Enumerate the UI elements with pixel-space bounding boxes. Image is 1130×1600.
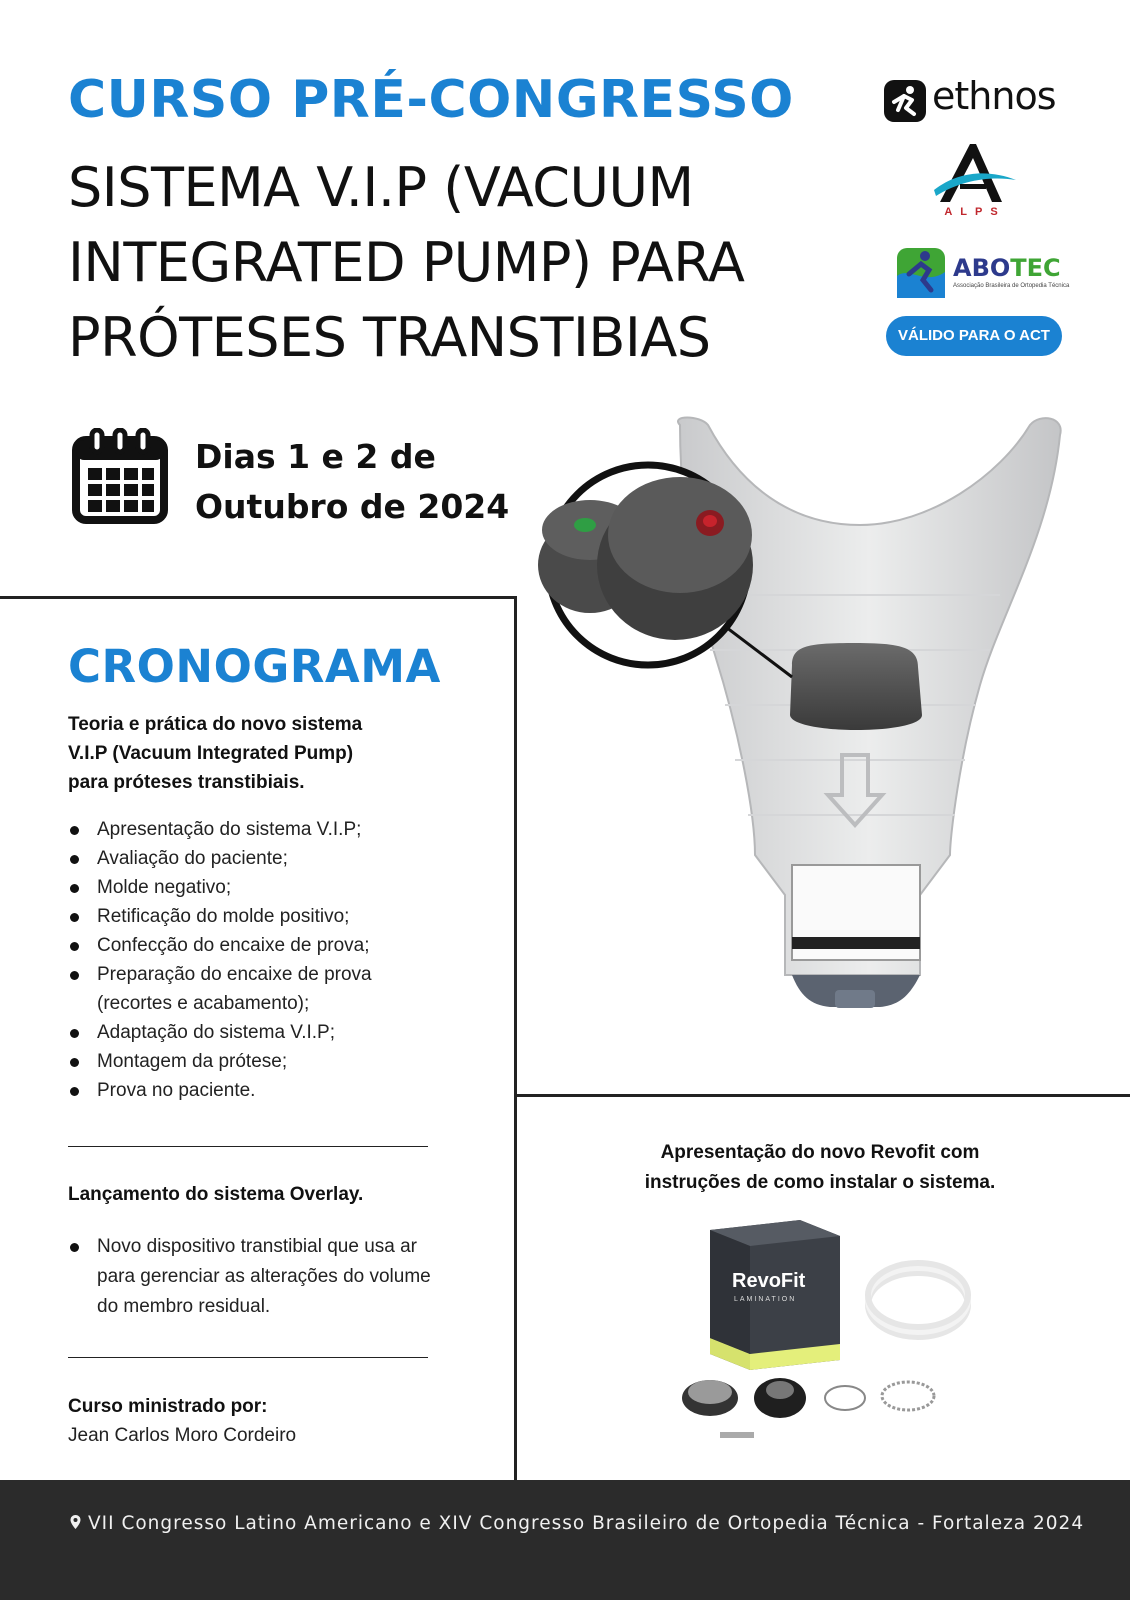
right-divider (517, 1094, 1130, 1097)
calendar-icon (72, 428, 168, 524)
alps-label: ALPS (944, 206, 1006, 218)
list-item: Novo dispositivo transtibial que usa ar para gerenciar as alterações do volume do membro residual. (68, 1232, 437, 1322)
list-item: Retificação do molde positivo; (68, 902, 508, 931)
intro-line-2: V.I.P (Vacuum Integrated Pump) (68, 743, 354, 764)
intro-line-1: Teoria e prática do novo sistema (68, 714, 363, 735)
section-separator (68, 1357, 428, 1358)
list-item: Prova no paciente. (68, 1076, 508, 1105)
location-pin-icon (70, 1515, 81, 1530)
section-separator (68, 1146, 428, 1147)
revofit-kit-image (680, 1220, 980, 1460)
revofit-description (600, 1138, 1040, 1198)
title-line-2: INTEGRATED PUMP) PARA (68, 231, 745, 294)
abotec-word-part1: ABO (953, 254, 1011, 282)
footer-congress (70, 1513, 1085, 1534)
overlay-list (68, 1232, 468, 1322)
course-title (68, 150, 828, 375)
schedule-intro (68, 710, 488, 797)
alps-logo (930, 140, 1020, 222)
abotec-word-part2: TEC (1010, 254, 1061, 282)
footer-bar (0, 1480, 1130, 1600)
revofit-line-1: Apresentação do novo Revofit com (660, 1142, 980, 1163)
list-item: Avaliação do paciente; (68, 844, 508, 873)
revofit-line-2: instruções de como instalar o sistema. (644, 1172, 996, 1193)
act-valid-badge: VÁLIDO PARA O ACT (886, 316, 1062, 356)
ethnos-runner-icon (884, 80, 926, 122)
schedule-title: CRONOGRAMA (68, 640, 441, 693)
title-line-1: SISTEMA V.I.P (VACUUM (68, 156, 694, 219)
abotec-runner-icon (895, 246, 947, 300)
intro-line-3: para próteses transtibiais. (68, 772, 305, 793)
list-item: Confecção do encaixe de prova; (68, 931, 508, 960)
socket-illustration (530, 415, 1090, 1035)
abotec-logo (895, 246, 1070, 300)
overlay-title: Lançamento do sistema Overlay. (68, 1184, 364, 1205)
list-item: Apresentação do sistema V.I.P; (68, 815, 508, 844)
instructor-label: Curso ministrado por: (68, 1396, 268, 1417)
abotec-subtitle: Associação Brasileira de Ortopedia Técnica (953, 283, 1070, 289)
list-item: Molde negativo; (68, 873, 508, 902)
list-item: Preparação do encaixe de prova (recortes e acabamento); (68, 960, 417, 1018)
course-dates (195, 432, 509, 532)
list-item: Adaptação do sistema V.I.P; (68, 1018, 508, 1047)
ethnos-logo (884, 74, 1064, 124)
title-line-3: PRÓTESES TRANSTIBIAS (68, 306, 711, 369)
footer-text: VII Congresso Latino Americano e XIV Congresso Brasileiro de Ortopedia Técnica - Fortaleza 2024 (88, 1513, 1085, 1534)
date-line-2: Outubro de 2024 (195, 487, 510, 526)
schedule-list (68, 815, 508, 1105)
revofit-box-brand: RevoFit (732, 1270, 806, 1292)
date-line-1: Dias 1 e 2 de (195, 437, 436, 476)
instructor-name: Jean Carlos Moro Cordeiro (68, 1425, 297, 1446)
revofit-box-sub: LAMINATION (734, 1296, 797, 1303)
ethnos-wordmark: ethnos (932, 74, 1056, 118)
list-item: Montagem da prótese; (68, 1047, 508, 1076)
course-kicker: CURSO PRÉ-CONGRESSO (68, 70, 794, 130)
